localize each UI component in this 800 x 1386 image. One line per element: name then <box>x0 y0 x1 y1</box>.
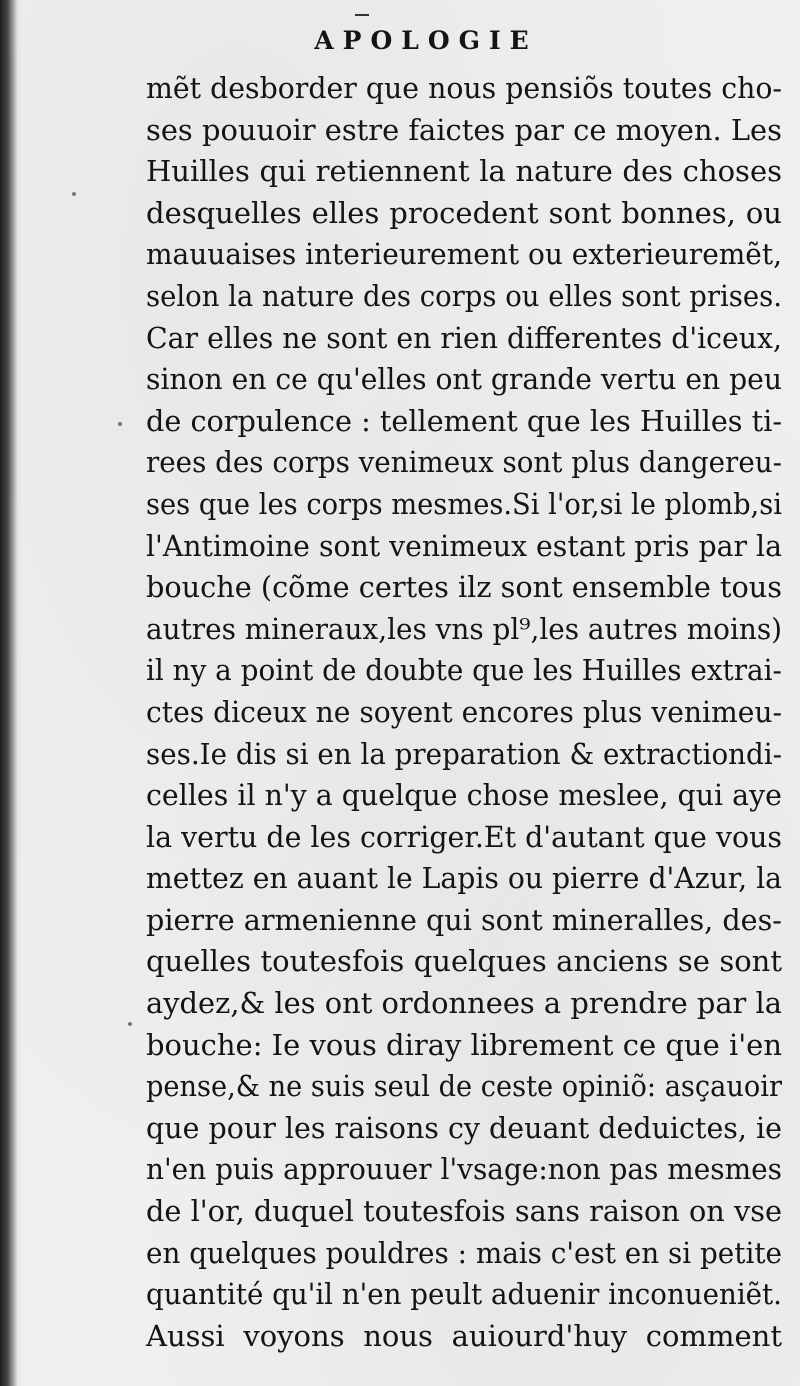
text-line: aydez,& les ont ordonnees a prendre par la <box>146 986 783 1021</box>
text-line: sinon en ce qu'elles ont grande vertu en peu <box>146 362 782 397</box>
text-line: Aussi voyons nous auiourd'huy comment <box>146 1318 782 1353</box>
text-line: quantité qu'il n'en peult aduenir inconueniẽt. <box>146 1277 782 1312</box>
text-line: que pour les raisons cy deuant deduictes, ie <box>146 1110 782 1145</box>
text-line: pense,& ne suis seul de ceste opiniõ: asçauoir <box>146 1069 782 1104</box>
text-line: ses.Ie dis si en la preparation & extractiondi- <box>146 736 782 771</box>
text-line: ses que les corps mesmes.Si l'or,si le plomb,si <box>146 486 782 521</box>
text-line: selon la nature des corps ou elles sont prises. <box>146 278 783 313</box>
text-line: n'en puis approuuer l'vsage:non pas mesmes <box>146 1152 783 1187</box>
text-line: rees des corps venimeux sont plus dangereu- <box>146 445 782 480</box>
page-body-text <box>146 68 782 1357</box>
text-line: bouche: Ie vous diray librement ce que i'en <box>146 1027 782 1062</box>
running-head: APOLOGIE <box>314 26 538 55</box>
text-line: la vertu de les corriger.Et d'autant que vous <box>146 819 783 854</box>
text-line: Car elles ne sont en rien differentes d'iceux, <box>146 320 782 355</box>
text-line: ctes diceux ne soyent encores plus venimeu- <box>146 694 783 729</box>
text-line: en quelques pouldres : mais c'est en si petite <box>146 1235 782 1270</box>
margin-speck <box>118 422 122 426</box>
margin-speck <box>72 192 76 196</box>
text-line: mauuaises interieurement ou exterieuremẽt, <box>146 237 782 272</box>
text-line: ses pouuoir estre faictes par ce moyen. Les <box>146 112 782 147</box>
header-mark <box>355 14 369 16</box>
text-line: de l'or, duquel toutesfois sans raison on vse <box>146 1194 782 1229</box>
margin-speck <box>128 1022 132 1026</box>
text-line: autres mineraux,les vns pl⁹,les autres moins) <box>146 611 783 646</box>
text-line: Huilles qui retiennent la nature des choses <box>146 154 782 189</box>
text-line: celles il n'y a quelque chose meslee, qui aye <box>146 778 782 813</box>
gutter-shadow <box>0 0 22 1386</box>
text-line: l'Antimoine sont venimeux estant pris par la <box>146 528 782 563</box>
text-line: de corpulence : tellement que les Huilles ti- <box>146 403 783 438</box>
text-line: desquelles elles procedent sont bonnes, ou <box>146 195 782 230</box>
text-line: mẽt desborder que nous pensiõs toutes cho- <box>146 71 783 105</box>
text-line: bouche (cõme certes ilz sont ensemble tous <box>146 570 783 605</box>
text-line: mettez en auant le Lapis ou pierre d'Azur, la <box>146 861 782 896</box>
text-line: quelles toutesfois quelques anciens se sont <box>146 944 782 979</box>
text-line: il ny a point de doubte que les Huilles extrai- <box>146 653 782 688</box>
text-line: pierre armenienne qui sont mineralles, des- <box>146 902 782 937</box>
